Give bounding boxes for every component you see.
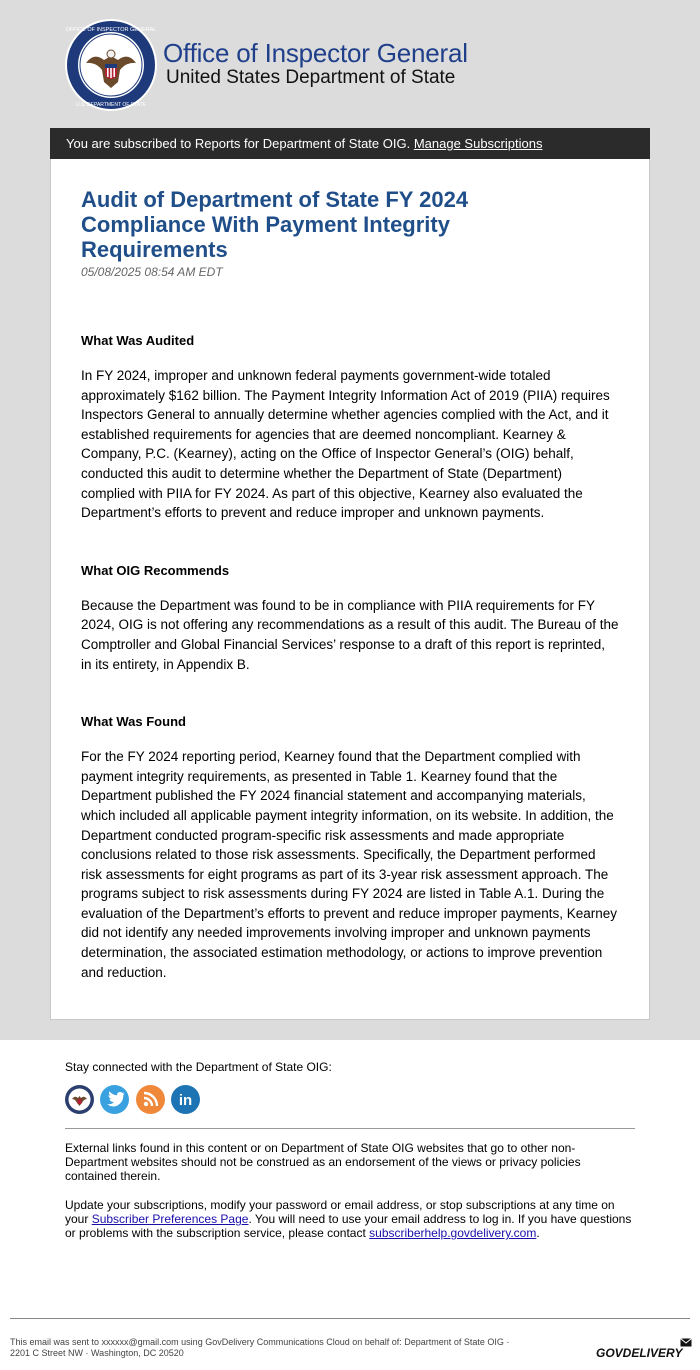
article-card [50,159,650,1020]
state-seal-icon[interactable] [65,1085,94,1114]
article-date: 05/08/2025 08:54 AM EDT [81,265,223,279]
fine-print [10,1337,580,1359]
update-text-3: . [536,1226,540,1240]
fine-print-line-2: 2201 C Street NW · Washington, DC 20520 [10,1348,184,1358]
social-links [65,1085,202,1117]
oig-seal-logo [64,18,158,112]
update-text-2: . You will need to use your email address to log in. If you have questions or problems with the subscription service, please contact [65,1212,632,1240]
org-subtitle: United States Department of State [166,67,456,88]
svg-text:in: in [179,1092,193,1109]
update-text-1: Update your subscriptions, modify your password or email address, or stop subscriptions at any time on your [65,1198,615,1226]
org-title: Office of Inspector General [163,38,468,68]
svg-text:OFFICE OF INSPECTOR GENERAL: OFFICE OF INSPECTOR GENERAL [65,27,157,33]
article-title: Audit of Department of State FY 2024 Compliance With Payment Integrity Requirements [81,187,469,262]
section-body-found: For the FY 2024 reporting period, Kearney found that the Department complied with payment integrity requirements, as presented in Table 1. Kearney found that the Department published the FY 2024 financial statement and accompanying materials, which included all applicable payment integrity information, on its website. In addition, the Department conducted program-specific risk assessments and made appropriate conclusions related to those risk assessments. Specifically, the Department performed risk assessments for eight programs as part of its 3-year risk assessment approach. The programs subject to risk assessments during FY 2024 are listed in Table A.1. During the evaluation of the Department’s efforts to prevent and reduce improper payments, Kearney did not identify any needed improvements involving improper and unknown payments determination, the associated estimation methodology, or actions to improve prevention and reduction. [81,749,618,980]
section-heading-recommends: What OIG Recommends [81,562,230,578]
fine-print-divider [10,1318,690,1319]
fine-print-line-1: This email was sent to xxxxxx@gmail.com using GovDelivery Communications Cloud on behalf of: Department of State OIG · [10,1337,510,1347]
external-links-disclaimer: External links found in this content or on Department of State OIG websites that go to other non-Department websites should not be construed as an endorsement of the views or privacy policies contained therein. [65,1141,581,1183]
envelope-icon [680,1338,692,1348]
section-heading-audited: What Was Audited [81,333,195,348]
section-heading-found: What Was Found [81,714,186,730]
section-body-audited: In FY 2024, improper and unknown federal payments government-wide totaled approximately $162 billion. The Payment Integrity Information Act of 2019 (PIIA) requires Inspectors General to annually determine whether agencies complied with the Act, and it established requirements for agencies that are deemed noncompliant. Kearney & Company, P.C. (Kearney), acting on the Office of Inspector General’s (OIG) behalf, conducted this audit to determine whether the Department of State (Department) complied with PIIA for FY 2024. As part of this objective, Kearney also evaluated the Department’s efforts to prevent and reduce improper and unknown payments. [81,368,610,521]
svg-text:U.S. DEPARTMENT OF STATE: U.S. DEPARTMENT OF STATE [75,102,147,108]
govdelivery-logo-text: GOVDELIVERY [596,1346,683,1360]
footer [0,1040,700,1370]
subscriber-preferences-link[interactable]: Subscriber Preferences Page [91,1212,249,1226]
manage-subscriptions-link[interactable]: Manage Subscriptions [413,136,543,151]
stay-connected-text: Stay connected with the Department of State OIG: [65,1060,332,1074]
header [64,18,484,114]
section-body-recommends: Because the Department was found to be in compliance with PIIA requirements for FY 2024, OIG is not offering any recommendations as a result of this audit. The Bureau of the Comptroller and Global Financial Services’ response to a draft of this report is reprinted, in its entirety, in Appendix B. [81,597,619,672]
footer-divider [65,1128,635,1129]
subscriber-help-link[interactable]: subscriberhelp.govdelivery.com [369,1226,537,1240]
subscription-text: You are subscribed to Reports for Department of State OIG. [66,136,411,151]
update-subscriptions-note [65,1198,635,1240]
linkedin-icon[interactable] [171,1085,200,1114]
subscription-bar [50,128,650,159]
twitter-icon[interactable] [100,1085,129,1114]
govdelivery-logo[interactable] [596,1346,682,1360]
rss-icon[interactable] [136,1085,165,1114]
